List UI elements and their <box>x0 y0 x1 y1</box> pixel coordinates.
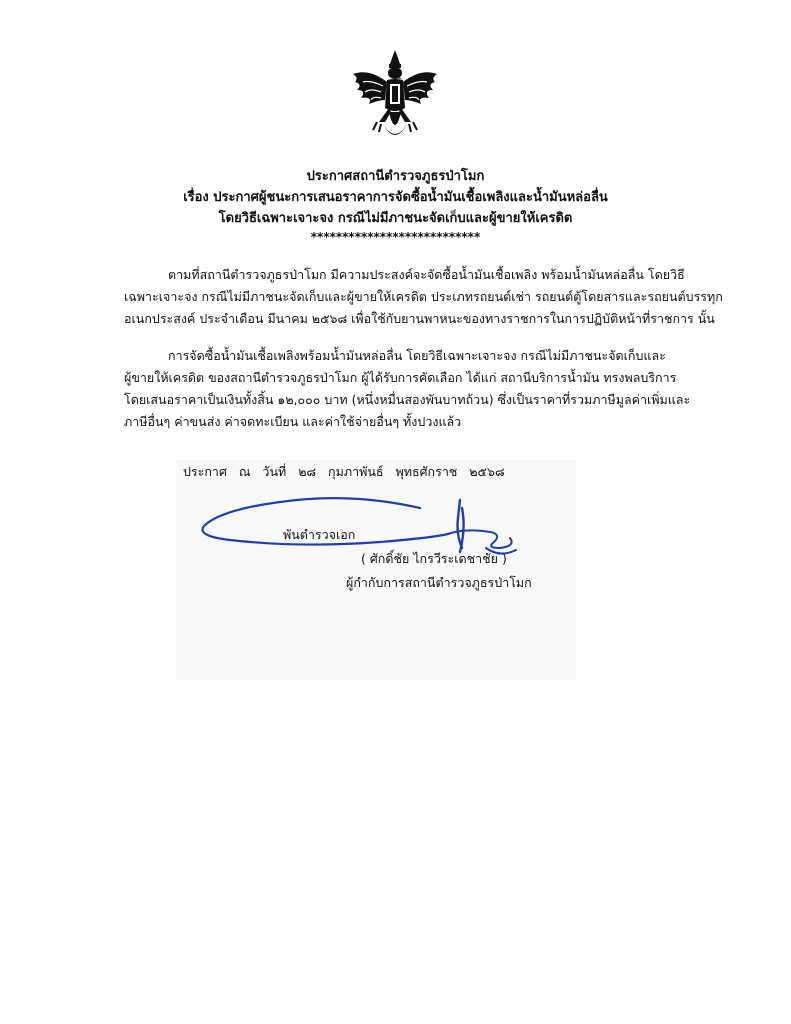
paragraph-line: ตามที่สถานีตำรวจภูธรป่าโมก มีความประสงค์จะจัดซื้อน้ำมันเชื้อเพลิง พร้อมน้ำมันหล่อลื่น โดยวิธี <box>168 267 685 282</box>
announcement-header <box>100 166 691 244</box>
announcement-subject: เรื่อง ประกาศผู้ชนะการเสนอราคาการจัดซื้อน้ำมันเชื้อเพลิงและน้ำมันหล่อลื่น <box>183 190 608 205</box>
garuda-emblem-icon <box>349 48 441 148</box>
handwritten-signature <box>190 478 550 588</box>
signer-rank: พันตำรวจเอก <box>283 527 356 542</box>
announcement-date: ประกาศ ณ วันที่ ๒๘ กุมภาพันธ์ พุทธศักราช ๒๕๖๘ <box>183 464 505 479</box>
paragraph-line: การจัดซื้อน้ำมันเชื้อเพลิงพร้อมน้ำมันหล่อลื่น โดยวิธีเฉพาะเจาะจง กรณีไม่มีภาชนะจัดเก็บและ <box>168 348 666 363</box>
paragraph-winner <box>124 345 691 433</box>
paragraph-line: เฉพาะเจาะจง กรณีไม่มีภาชนะจัดเก็บและผู้ขายให้เครดิต ประเภทรถยนต์เช่า รถยนต์ตู้โดยสารและรถยนต์บรรทุก <box>124 289 723 304</box>
paragraph-background <box>124 264 723 330</box>
announcement-subject-continued: โดยวิธีเฉพาะเจาะจง กรณีไม่มีภาชนะจัดเก็บและผู้ขายให้เครดิต <box>218 211 573 226</box>
paragraph-line: ภาษีอื่นๆ ค่าขนส่ง ค่าจดทะเบียน และค่าใช้จ่ายอื่นๆ ทั้งปวงแล้ว <box>124 414 462 429</box>
signer-name: ( ศักดิ์ชัย ไกรวีระเดชาชัย ) <box>361 551 507 566</box>
paragraph-line: โดยเสนอราคาเป็นเงินทั้งสิ้น ๑๒,๐๐๐ บาท (หนึ่งหมื่นสองพันบาทถ้วน) ซึ่งเป็นราคาที่รวมภาษีมูลค่าเพิ่มและ <box>124 392 691 407</box>
signer-position: ผู้กำกับการสถานีตำรวจภูธรป่าโมก <box>346 575 532 590</box>
star-divider: *************************** <box>310 230 481 244</box>
announcement-title: ประกาศสถานีตำรวจภูธรป่าโมก <box>306 169 485 184</box>
paragraph-line: อเนกประสงค์ ประจำเดือน มีนาคม ๒๕๖๘ เพื่อใช้กับยานพาหนะของทางราชการในการปฏิบัติหน้าที่ราชการ นั้น <box>124 311 715 326</box>
paragraph-line: ผู้ขายให้เครดิต ของสถานีตำรวจภูธรป่าโมก ผู้ได้รับการคัดเลือก ได้แก่ สถานีบริการน้ำมัน ทรงพลบริการ <box>124 370 677 385</box>
